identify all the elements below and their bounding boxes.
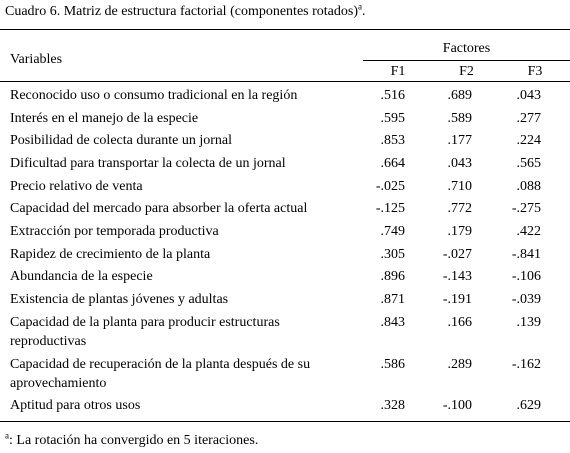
header-factors: Factores bbox=[442, 41, 491, 56]
row-f1-value: .516 bbox=[380, 88, 405, 103]
row-f3-value: .277 bbox=[516, 111, 541, 126]
caption-footnote-mark: a bbox=[357, 1, 362, 12]
row-f1-value: .749 bbox=[380, 224, 405, 239]
factors-rule bbox=[363, 60, 570, 61]
table-bottom-rule bbox=[0, 421, 570, 422]
row-label: Abundancia de la especie bbox=[10, 269, 153, 284]
row-f2-value: -.027 bbox=[442, 247, 472, 262]
row-f3-value: -.106 bbox=[511, 269, 541, 284]
row-f3-value: -.841 bbox=[511, 247, 541, 262]
header-f2: F2 bbox=[459, 64, 474, 79]
row-f3-value: .043 bbox=[516, 88, 541, 103]
row-f3-value: .629 bbox=[516, 398, 541, 413]
header-bottom-rule bbox=[0, 81, 570, 82]
row-f3-value: .224 bbox=[516, 133, 541, 148]
row-f3-value: -.039 bbox=[511, 292, 541, 307]
row-f1-value: .853 bbox=[380, 133, 405, 148]
row-f3-value: -.275 bbox=[511, 201, 541, 216]
row-label: Capacidad de la planta para producir estructuras reproductivas bbox=[10, 315, 280, 349]
footnote-text: : La rotación ha convergido en 5 iteraciones. bbox=[9, 433, 259, 448]
caption-text: Cuadro 6. Matriz de estructura factorial (componentes rotados) bbox=[5, 4, 358, 19]
header-f3: F3 bbox=[527, 64, 543, 79]
row-f3-value: .565 bbox=[516, 156, 541, 171]
row-f2-value: .179 bbox=[447, 224, 472, 239]
table-footnote bbox=[5, 432, 258, 450]
row-label: Extracción por temporada productiva bbox=[10, 224, 219, 239]
row-label: Posibilidad de colecta durante un jornal bbox=[10, 133, 232, 148]
row-label: Aptitud para otros usos bbox=[10, 398, 141, 413]
row-f2-value: .689 bbox=[447, 88, 472, 103]
row-f2-value: .289 bbox=[447, 357, 472, 372]
row-f1-value: .896 bbox=[380, 269, 405, 284]
row-f2-value: -.143 bbox=[442, 269, 472, 284]
row-label: Existencia de plantas jóvenes y adultas bbox=[10, 292, 229, 307]
row-label: Capacidad de recuperación de la planta después de su aprovechamiento bbox=[10, 357, 311, 391]
header-variables: Variables bbox=[10, 52, 63, 67]
row-f1-value: -.025 bbox=[375, 179, 405, 194]
row-label: Dificultad para transportar la colecta de un jornal bbox=[10, 156, 286, 171]
row-f3-value: .139 bbox=[516, 315, 541, 330]
row-f3-value: .422 bbox=[516, 224, 541, 239]
table-top-rule bbox=[0, 29, 570, 30]
row-f2-value: -.191 bbox=[442, 292, 472, 307]
row-label: Interés en el manejo de la especie bbox=[10, 111, 199, 126]
row-f3-value: -.162 bbox=[511, 357, 541, 372]
row-f2-value: .710 bbox=[447, 179, 472, 194]
row-f2-value: .589 bbox=[447, 111, 472, 126]
table-caption bbox=[5, 3, 365, 21]
footnote-mark: a bbox=[5, 430, 9, 441]
row-label: Capacidad del mercado para absorber la oferta actual bbox=[10, 201, 308, 216]
row-label: Precio relativo de venta bbox=[10, 179, 143, 194]
row-f1-value: .871 bbox=[380, 292, 405, 307]
row-f2-value: .177 bbox=[447, 133, 472, 148]
row-f3-value: .088 bbox=[516, 179, 541, 194]
row-f1-value: .328 bbox=[380, 398, 405, 413]
row-label: Reconocido uso o consumo tradicional en la región bbox=[10, 88, 298, 103]
header-f1: F1 bbox=[390, 64, 406, 79]
row-f1-value: .305 bbox=[380, 247, 405, 262]
row-label: Rapidez de crecimiento de la planta bbox=[10, 247, 211, 262]
row-f1-value: .843 bbox=[380, 315, 405, 330]
row-f1-value: -.125 bbox=[375, 201, 405, 216]
caption-end: . bbox=[361, 4, 366, 19]
row-f1-value: .586 bbox=[380, 357, 405, 372]
row-f2-value: -.100 bbox=[442, 398, 472, 413]
row-f2-value: .772 bbox=[447, 201, 472, 216]
row-f2-value: .166 bbox=[447, 315, 472, 330]
row-f2-value: .043 bbox=[447, 156, 472, 171]
row-f1-value: .664 bbox=[380, 156, 405, 171]
row-f1-value: .595 bbox=[380, 111, 405, 126]
